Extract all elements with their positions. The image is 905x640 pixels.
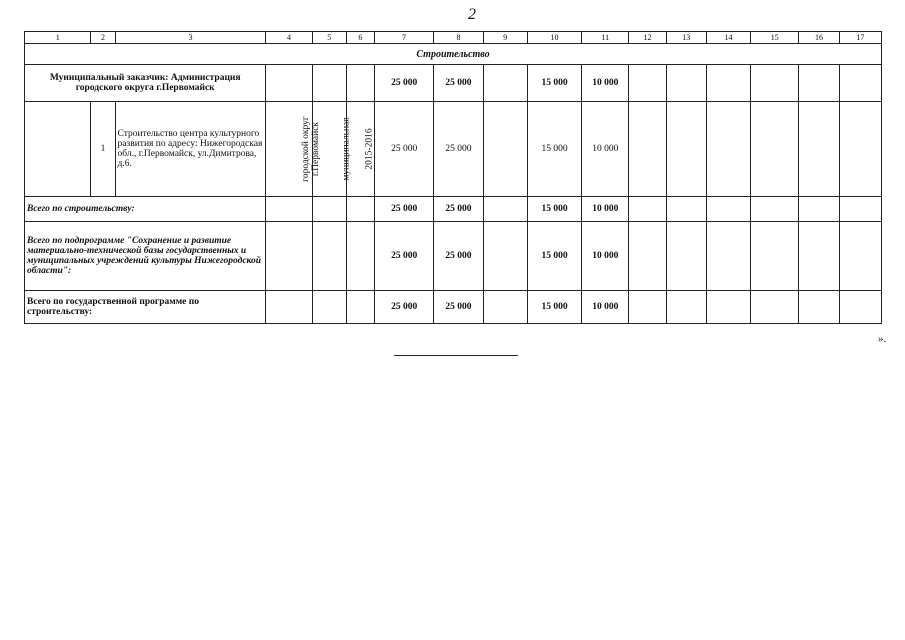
table-cell: 25 000 bbox=[375, 222, 434, 291]
col-header: 2 bbox=[91, 32, 115, 44]
section-title: Строительство bbox=[25, 44, 882, 65]
page-number: 2 bbox=[468, 6, 476, 23]
col-header: 15 bbox=[751, 32, 799, 44]
table-cell: 25 000 bbox=[434, 222, 483, 291]
col-header: 17 bbox=[839, 32, 881, 44]
total-construction-row bbox=[25, 197, 882, 222]
separator-line bbox=[394, 355, 518, 356]
object-row bbox=[25, 102, 882, 197]
table-cell: 25 000 bbox=[434, 65, 483, 102]
col-header: 4 bbox=[266, 32, 312, 44]
ownership-text: муниципальная bbox=[341, 117, 352, 181]
table-cell: 15 000 bbox=[527, 197, 581, 222]
table-cell: 25 000 bbox=[434, 102, 483, 197]
total-subprogram-row bbox=[25, 222, 882, 291]
col-header: 16 bbox=[799, 32, 839, 44]
table-cell: 10 000 bbox=[582, 291, 629, 324]
col-header: 6 bbox=[346, 32, 374, 44]
table-cell: 15 000 bbox=[527, 102, 581, 197]
col-header: 8 bbox=[434, 32, 483, 44]
closing-quote-mark: ». bbox=[878, 333, 887, 345]
table-cell: 25 000 bbox=[434, 197, 483, 222]
row-number: 1 bbox=[91, 102, 115, 197]
budget-table bbox=[24, 31, 882, 324]
col-header: 13 bbox=[666, 32, 706, 44]
territory-text: городской округ г.Первомайск bbox=[301, 116, 322, 182]
table-cell: 10 000 bbox=[582, 102, 629, 197]
col-header: 10 bbox=[527, 32, 581, 44]
table-cell: 25 000 bbox=[375, 102, 434, 197]
col-header: 1 bbox=[25, 32, 91, 44]
col-header: 3 bbox=[115, 32, 266, 44]
col-header: 9 bbox=[483, 32, 527, 44]
total-label: Всего по подпрограмме "Сохранение и развитие материально-технической базы государственных и муниципальных учреждений культуры Нижегородской области": bbox=[25, 222, 266, 291]
table-cell: 10 000 bbox=[582, 65, 629, 102]
table-cell: 10 000 bbox=[582, 197, 629, 222]
col-header: 12 bbox=[629, 32, 666, 44]
col-header: 5 bbox=[312, 32, 346, 44]
table-cell: 25 000 bbox=[375, 65, 434, 102]
total-label: Всего по государственной программе по строительству: bbox=[25, 291, 266, 324]
table-cell: 15 000 bbox=[527, 222, 581, 291]
col-header: 14 bbox=[706, 32, 750, 44]
column-number-row bbox=[25, 32, 882, 44]
table-cell: 10 000 bbox=[582, 222, 629, 291]
territory-cell bbox=[266, 102, 322, 197]
table-cell: 25 000 bbox=[434, 291, 483, 324]
table-cell: 15 000 bbox=[527, 291, 581, 324]
section-row bbox=[25, 44, 882, 65]
table-cell: 25 000 bbox=[375, 291, 434, 324]
table-cell: 25 000 bbox=[375, 197, 434, 222]
total-label: Всего по строительству: bbox=[25, 197, 266, 222]
total-program-row bbox=[25, 291, 882, 324]
period-text: 2015-2016 bbox=[364, 128, 375, 170]
customer-row bbox=[25, 65, 882, 102]
object-name: Строительство центра культурного развития по адресу: Нижегородская обл., г.Первомайск, ул.Димитрова, д.6. bbox=[115, 102, 266, 197]
col-header: 11 bbox=[582, 32, 629, 44]
table-cell: 15 000 bbox=[527, 65, 581, 102]
col-header: 7 bbox=[375, 32, 434, 44]
customer-label: Муниципальный заказчик: Администрация городского округа г.Первомайск bbox=[25, 65, 266, 102]
